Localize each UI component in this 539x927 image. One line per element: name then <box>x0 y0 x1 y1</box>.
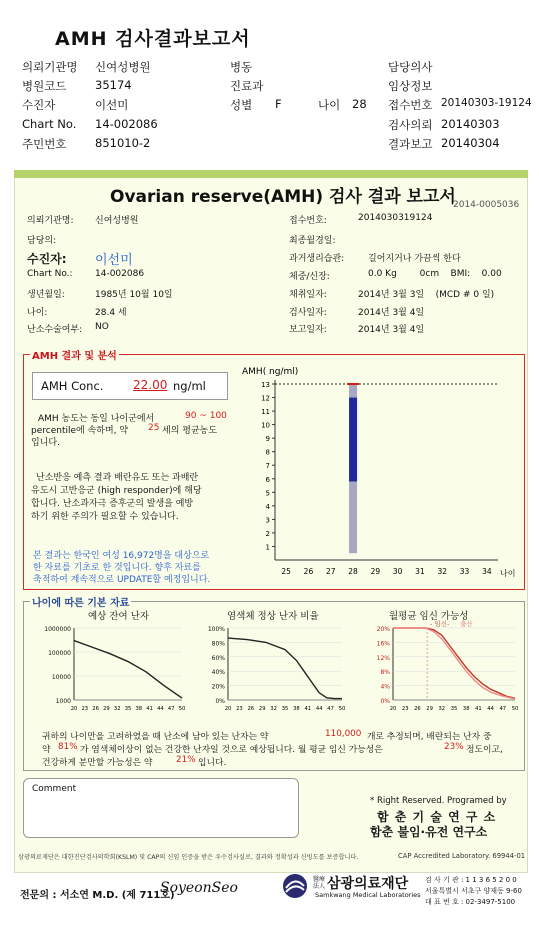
info-value: 2014년 3월 4일 <box>358 308 425 318</box>
header-value: 20140304 <box>441 136 500 150</box>
x-tick-label: 35 <box>450 706 458 712</box>
interp-text: 입니다. <box>31 438 60 448</box>
info-label: 난소수술여부: <box>27 325 83 335</box>
header-label: 의뢰기관명 <box>22 60 78 74</box>
legend-delivery: 출산 <box>460 620 473 628</box>
y-tick-label: 6 <box>265 475 270 484</box>
info-value: 28.4 세 <box>95 308 127 318</box>
company-logo-icon <box>280 872 310 900</box>
x-tick-label: 47 <box>327 706 334 712</box>
x-tick-label: 28 <box>348 567 358 576</box>
summary-text: 정도이고, <box>466 745 503 755</box>
info-label: 접수번호: <box>289 216 327 226</box>
x-tick-label: 47 <box>499 706 507 712</box>
contact-line: 대 표 번 호 : 02-3497-5100 <box>425 898 516 906</box>
x-tick-label: 41 <box>475 706 482 712</box>
y-tick-label: 100% <box>207 626 225 633</box>
series-line <box>228 638 342 698</box>
y-tick-label: 40% <box>211 669 225 677</box>
summary-text: 개로 추정되며, 배란되는 난자 중 <box>367 732 492 742</box>
x-tick-label: 32 <box>113 706 121 712</box>
info-value: 2014년 3월 4일 <box>358 325 425 335</box>
y-tick-label: 4 <box>265 502 270 511</box>
data-note: 축적하여 계속적으로 UPDATE할 예정입니다. <box>33 575 211 585</box>
series-line <box>393 628 515 699</box>
x-tick-label: 32 <box>437 567 448 576</box>
info-value: 0.0 Kg 0cm BMI: 0.00 <box>368 269 502 279</box>
x-tick-label: 38 <box>135 706 143 712</box>
info-label: 보고일자: <box>289 325 327 335</box>
x-tick-label: 30 <box>392 567 403 576</box>
amh-age-chart <box>240 362 522 584</box>
y-tick-label: 13 <box>261 381 270 389</box>
info-label: 검사일자: <box>289 308 327 318</box>
x-tick-label: 44 <box>157 706 164 712</box>
y-tick-label: 1 <box>265 543 270 552</box>
interp-text: 난소반응 예측 결과 배란유도 또는 과배란 <box>36 473 199 483</box>
dept-label: 진료과 <box>230 79 264 93</box>
pregnancy-value: 23% <box>444 742 464 752</box>
x-tick-label: 20 <box>389 706 397 712</box>
y-tick-label: 4% <box>380 683 390 691</box>
pregnancy-chance-chart <box>365 620 520 720</box>
y-tick-label: 9 <box>265 435 270 444</box>
x-tick-label: 35 <box>124 706 132 712</box>
info-label: 채취일자: <box>289 290 327 300</box>
header-label: 임상정보 <box>388 79 433 93</box>
header-value: 신여성병원 <box>95 60 151 74</box>
ward-label: 병동 <box>230 60 253 74</box>
comment-label: Comment <box>32 784 77 794</box>
company-name: 삼광의료재단 <box>327 876 409 892</box>
header-label: 병원코드 <box>22 79 67 93</box>
average-age: 25 <box>148 423 160 433</box>
doctor-signature: SoyeonSeo <box>160 880 238 896</box>
x-tick-label: 29 <box>370 567 381 576</box>
x-tick-label: 23 <box>401 706 409 712</box>
header-value: 14-002086 <box>95 117 158 131</box>
info-value: 2014030319124 <box>358 213 433 223</box>
age-label: 나이 <box>318 98 341 112</box>
remaining-eggs-value: 110,000 <box>325 729 362 739</box>
y-tick-label: 12 <box>261 394 270 403</box>
form-number: 2014-0005036 <box>453 200 520 210</box>
info-label: Chart No.: <box>27 269 73 279</box>
info-label: 최종월경일: <box>289 236 336 246</box>
summary-text: 가 염색체이상이 없는 건강한 난자일 것으로 예상됩니다. 월 평균 임신 가능성은 <box>80 745 383 755</box>
chart3-title: 월평균 임신 가능성 <box>389 611 469 622</box>
y-tick-label: 20% <box>211 683 225 691</box>
legend-pregnancy: - 임신- <box>430 620 450 628</box>
header-value: 35174 <box>95 78 132 92</box>
contact-line: 서울특별시 서초구 양재동 9-60 <box>425 887 522 895</box>
amh-range-bar <box>349 481 357 553</box>
x-tick-label: 35 <box>281 706 289 712</box>
info-label: 의뢰기관명: <box>27 216 74 226</box>
amh-conc-label: AMH Conc. <box>41 379 104 393</box>
remaining-eggs-chart <box>30 620 188 720</box>
x-tick-label: 20 <box>70 706 78 712</box>
y-tick-label: 3 <box>265 516 270 525</box>
interp-text: AMH 농도는 동일 나이군에서 <box>38 414 155 424</box>
sex-value: F <box>275 97 282 111</box>
y-tick-label: 100000 <box>48 650 71 657</box>
x-tick-label: 31 <box>415 567 425 576</box>
info-value: 길어지거나 가끔씩 한다 <box>368 254 461 264</box>
amh-range-bar <box>349 398 357 482</box>
summary-text: 귀하의 나이만을 고려하였을 때 난소에 남아 있는 난자는 약 <box>42 732 269 742</box>
x-tick-label: 26 <box>247 706 255 712</box>
interp-text: 유도시 고반응군 (high responder)에 해당 <box>31 486 202 496</box>
percentile-range: 90 ~ 100 <box>185 411 227 421</box>
header-label: Chart No. <box>22 117 77 131</box>
delivery-value: 21% <box>176 755 196 765</box>
doctor-name: 전문의 : 서소연 M.D. (제 711호) <box>20 890 175 901</box>
x-tick-label: 32 <box>270 706 277 712</box>
contact-line: 검 사 기 관 : 1 1 3 6 5 2 0 0 <box>425 876 517 884</box>
data-note: 한 자료를 기초로 한 것입니다. 향후 자료를 <box>33 563 201 573</box>
info-label: 체중/신장: <box>289 272 330 282</box>
interp-text: percentile에 속하며, 약 <box>31 426 129 436</box>
company-en: Samkwang Medical Laboratories <box>315 891 421 899</box>
summary-text: 약 <box>42 745 51 755</box>
age-section-title: 나이에 따른 기본 자료 <box>30 594 131 609</box>
header-value: 851010-2 <box>95 136 151 150</box>
x-tick-label: 41 <box>304 706 312 712</box>
header-label: 수진자 <box>22 98 56 112</box>
x-tick-label: 27 <box>325 567 336 576</box>
card-top-band <box>14 170 528 178</box>
x-tick-label: 44 <box>487 706 494 712</box>
x-tick-label: 32 <box>438 706 446 712</box>
info-value: NO <box>95 322 109 332</box>
series-line <box>393 628 515 698</box>
y-tick-label: 2 <box>265 529 270 538</box>
x-tick-label: 50 <box>338 706 346 712</box>
x-axis-label: 나이 <box>500 569 516 578</box>
x-tick-label: 47 <box>167 706 175 712</box>
x-tick-label: 23 <box>236 706 243 712</box>
certification-text: 삼광의료재단은 대한진단검사의학회(KSLM) 및 CAP의 신임 인증을 받은 우수검사실로, 결과와 정확성과 신빙도를 보증합니다. <box>18 854 359 861</box>
y-tick-label: 60% <box>211 654 225 662</box>
data-note: 본 결과는 한국인 여성 16,972명을 대상으로 <box>33 551 210 561</box>
y-tick-label: 7 <box>265 462 270 471</box>
x-tick-label: 25 <box>281 567 291 576</box>
x-tick-label: 29 <box>426 706 433 712</box>
patient-name: 이선미 <box>95 253 133 268</box>
y-tick-label: 11 <box>261 408 270 417</box>
y-tick-label: 80% <box>211 640 225 648</box>
amh-range-bar <box>349 384 357 398</box>
info-value: 14-002086 <box>95 269 145 279</box>
x-tick-label: 29 <box>258 706 266 712</box>
header-value: 20140303 <box>441 117 500 131</box>
report-title: AMH 검사결과보고서 <box>55 28 251 50</box>
info-value: 2014년 3월 3일 (MCD # 0 일) <box>358 290 495 300</box>
y-tick-label: 16% <box>376 640 390 648</box>
x-tick-label: 29 <box>103 706 110 712</box>
rights-text: * Right Reserved. Programed by <box>370 796 507 806</box>
x-tick-label: 20 <box>224 706 232 712</box>
y-tick-label: 1000000 <box>44 626 71 633</box>
x-tick-label: 50 <box>511 706 519 712</box>
y-tick-label: 10000 <box>51 674 71 681</box>
header-label: 주민번호 <box>22 137 67 151</box>
info-label: 담당의: <box>27 236 57 246</box>
chart2-title: 염색체 정상 난자 비율 <box>227 611 319 622</box>
company-hanja: 醫療 法人 <box>313 876 326 890</box>
header-value: 20140303-19124 <box>441 97 532 109</box>
sex-label: 성별 <box>230 98 253 112</box>
summary-text: 건강하게 분만할 가능성은 약 <box>42 758 153 768</box>
header-label: 접수번호 <box>388 98 433 112</box>
card-title: Ovarian reserve(AMH) 검사 결과 보고서 <box>110 187 456 207</box>
x-tick-label: 26 <box>414 706 421 712</box>
info-label: 나이: <box>27 308 48 318</box>
summary-text: 입니다. <box>198 758 227 768</box>
interp-text: 세의 평균농도 <box>162 426 218 436</box>
header-label: 결과보고 <box>388 137 433 151</box>
normal-ratio-value: 81% <box>58 742 78 752</box>
x-tick-label: 44 <box>315 706 323 712</box>
info-value: 1985년 10월 10일 <box>95 290 173 300</box>
y-tick-label: 12% <box>376 654 390 662</box>
info-label: 과거생리습관: <box>289 254 345 264</box>
amh-conc-box <box>32 372 228 400</box>
info-value: 신여성병원 <box>95 216 139 226</box>
interp-text: 합니다. 난소과자극 증후군의 발생을 예방 <box>31 499 194 509</box>
comment-box <box>23 778 299 838</box>
info-label: 생년월일: <box>27 290 65 300</box>
amh-value: 22.00 <box>133 378 168 392</box>
amh-unit: ng/ml <box>173 379 206 393</box>
x-tick-label: 38 <box>462 706 470 712</box>
info-label: 수진자: <box>27 252 67 266</box>
y-tick-label: 8 <box>265 448 270 457</box>
header-label: 담당의사 <box>388 60 433 74</box>
normal-egg-ratio-chart <box>200 620 350 720</box>
y-tick-label: 8% <box>380 669 390 677</box>
age-value: 28 <box>352 97 367 111</box>
y-tick-label: 5 <box>265 489 270 498</box>
x-tick-label: 23 <box>81 706 89 712</box>
y-tick-label: 20% <box>376 626 390 633</box>
series-line <box>74 641 182 699</box>
x-tick-label: 33 <box>459 567 470 576</box>
institute-name: 함춘 불임·유전 연구소 <box>370 825 488 839</box>
interp-text: 하기 위한 주의가 필요할 수 있습니다. <box>31 512 179 522</box>
y-tick-label: 1000 <box>55 698 71 705</box>
x-tick-label: 50 <box>178 706 186 712</box>
amh-section-title: AMH 결과 및 분석 <box>30 347 119 362</box>
x-tick-label: 34 <box>482 567 492 576</box>
y-tick-label: 0% <box>380 698 390 705</box>
x-tick-label: 26 <box>303 567 314 576</box>
institute-name: 함 춘 기 술 연 구 소 <box>377 810 497 824</box>
cap-text: CAP Accredited Laboratory. 69944-01 <box>398 852 526 860</box>
x-tick-label: 41 <box>146 706 153 712</box>
chart1-title: 예상 잔여 난자 <box>88 611 150 622</box>
x-tick-label: 38 <box>293 706 300 712</box>
y-tick-label: 0% <box>215 698 225 705</box>
x-tick-label: 26 <box>92 706 99 712</box>
header-value: 이선미 <box>95 98 129 112</box>
y-axis-label: AMH( ng/ml) <box>242 367 299 377</box>
y-tick-label: 10 <box>261 421 270 430</box>
header-label: 검사의뢰 <box>388 118 433 132</box>
